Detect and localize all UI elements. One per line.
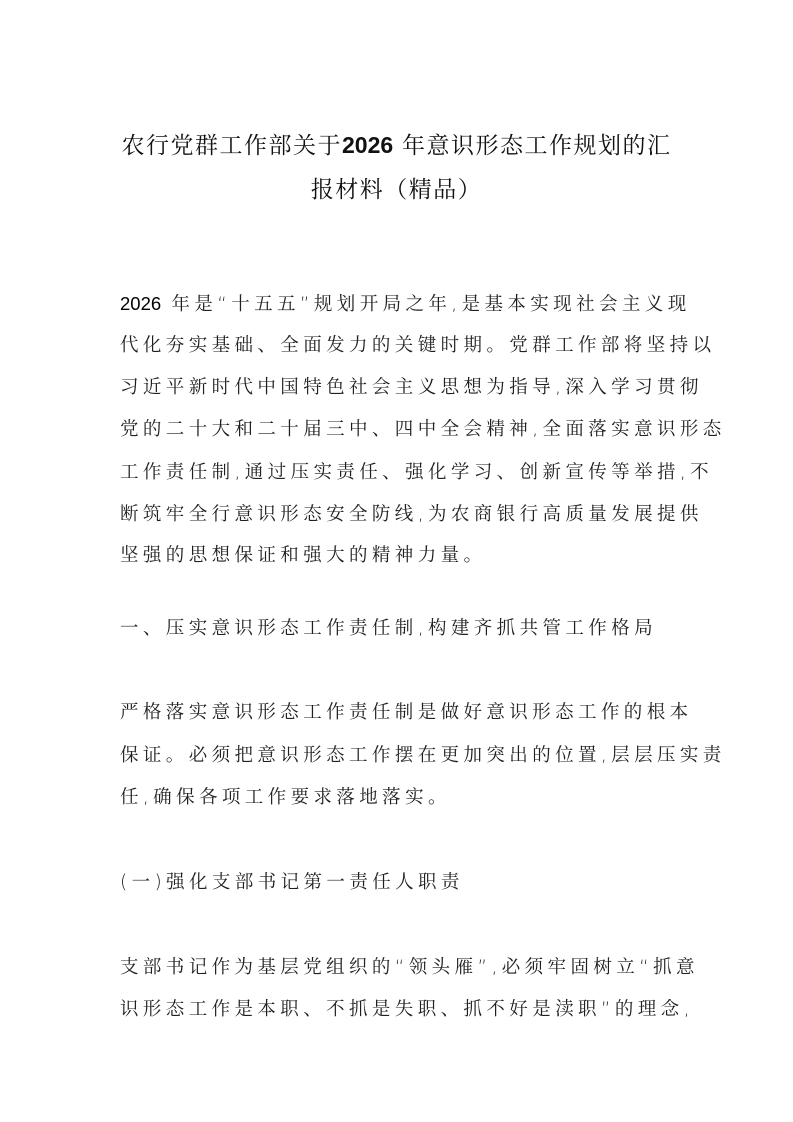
- intro-paragraph-line: 断筑牢全行意识形态安全防线,为农商银行高质量发展提供: [120, 504, 703, 525]
- subsection-1-paragraph-line: 支部书记作为基层党组织的“领头雁”,必须牢固树立“抓意: [120, 957, 699, 978]
- title-suffix: 年意识形态工作规划的汇: [393, 133, 672, 159]
- intro-paragraph-line: 习近平新时代中国特色社会主义思想为指导,深入学习贯彻: [120, 377, 703, 398]
- intro-paragraph-line: 工作责任制,通过压实责任、强化学习、创新宣传等举措,不: [120, 462, 714, 483]
- intro-paragraph-line: 代化夯实基础、全面发力的关键时期。党群工作部将坚持以: [120, 335, 716, 356]
- document-title-line-1: [0, 130, 793, 161]
- intro-paragraph-line: 党的二十大和二十届三中、四中全会精神,全面落实意识形态: [120, 419, 726, 440]
- subsection-1-paragraph-line: 识形态工作是本职、不抓是失职、抓不好是渎职”的理念,: [120, 999, 694, 1020]
- intro-paragraph-line: 坚强的思想保证和强大的精神力量。: [120, 545, 487, 566]
- section-1-paragraph-line: 任,确保各项工作要求落地落实。: [120, 787, 451, 808]
- title-year: 2026: [342, 132, 394, 158]
- section-1-paragraph-line: 严格落实意识形态工作责任制是做好意识形态工作的根本: [120, 702, 693, 723]
- document-title-line-2: 报材料（精品）: [310, 177, 483, 203]
- section-1-heading: 一、压实意识形态工作责任制,构建齐抓共管工作格局: [120, 618, 657, 639]
- intro-year: 2026: [120, 293, 162, 314]
- intro-first-line-text: 年是“十五五”规划开局之年,是基本实现社会主义现: [161, 294, 691, 315]
- intro-paragraph-line: [120, 291, 691, 318]
- title-prefix: 农行党群工作部关于: [121, 133, 342, 159]
- section-1-paragraph-line: 保证。必须把意识形态工作摆在更加突出的位置,层层压实责: [120, 745, 726, 766]
- subsection-1-heading: (一)强化支部书记第一责任人职责: [120, 872, 464, 893]
